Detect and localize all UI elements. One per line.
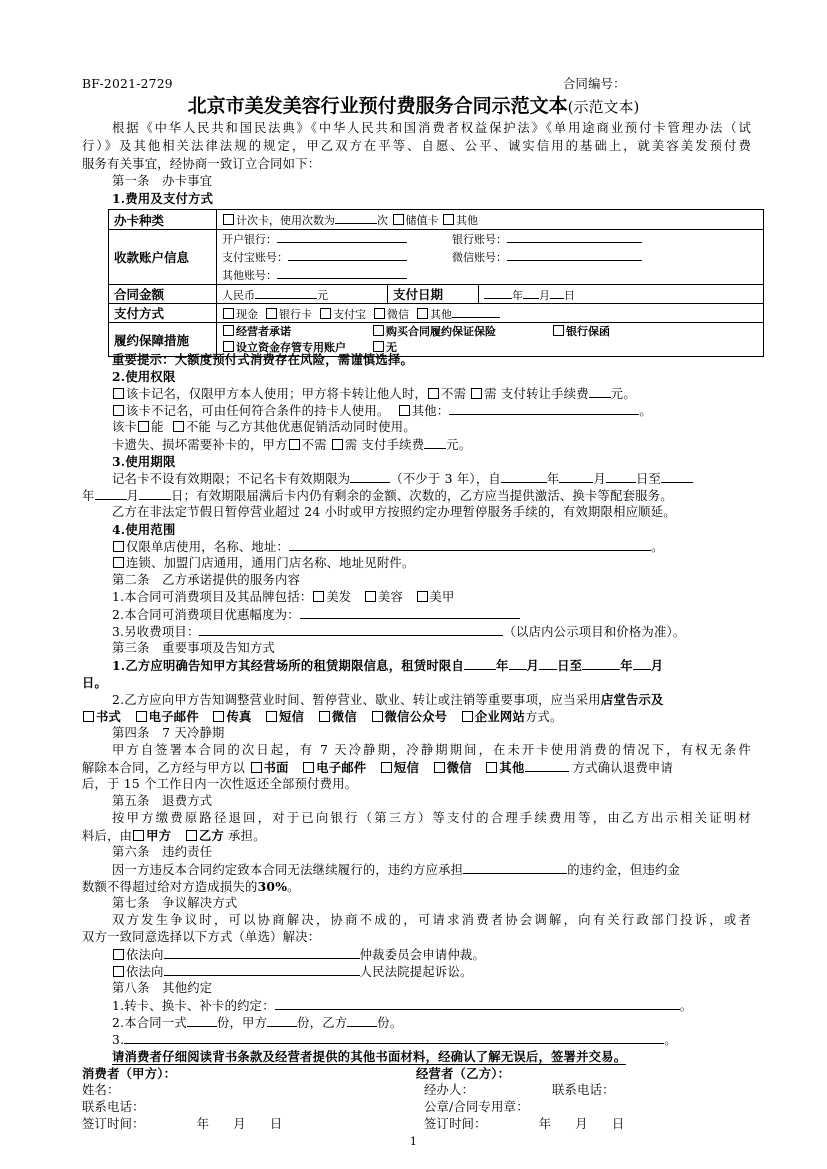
s3-line-3: 乙方在非法定节假日暂停营业超过 24 小时或甲方按照约定办理暂停服务手续的，有效期限相应顺延。 [112,505,676,519]
written-checkbox[interactable] [83,711,94,722]
none-checkbox[interactable] [373,341,384,352]
can-combine-checkbox[interactable] [138,421,149,432]
discount-field[interactable] [300,606,520,619]
single-store-checkbox[interactable] [113,541,124,552]
other-account-field[interactable] [277,266,407,279]
website-checkbox[interactable] [462,711,473,722]
operator-promise-checkbox[interactable] [223,325,234,336]
consumer-sign-time: 签订时间： 年 月 日 [82,1117,283,1131]
art7-line-3: 依法向 仲裁委员会申请仲裁。 [112,946,751,964]
wechat-official-checkbox[interactable] [372,711,383,722]
s2-line-3: 该卡 能 不能 与乙方其他优惠促销活动同时使用。 [112,420,416,434]
art5-line-1: 按甲方缴费原路径退回，对于已向银行（第三方）等支付的合理手续费用等，由乙方出示相关证明材 [112,811,751,825]
bank-open-field[interactable] [277,230,407,243]
alipay-field[interactable] [288,248,407,261]
party-a-bears-checkbox[interactable] [133,830,144,841]
consumer-label: 消费者（甲方）： [82,1066,177,1081]
cash-checkbox[interactable] [223,308,234,319]
stored-value-checkbox[interactable] [393,214,404,225]
escrow-account-checkbox[interactable] [223,341,234,352]
article-1-heading: 第一条 办卡事宜 [112,174,213,188]
alipay-checkbox[interactable] [320,308,331,319]
card-transfer-field[interactable] [275,997,680,1010]
art3-line-3: 2.乙方应向甲方告知调整营业时间、暂停营业、歇业、转让或注销等重要事项，应当采用店堂告示及 [112,692,664,707]
art8-line-3: 3. 。 [112,1033,677,1047]
card-info-table [108,209,764,357]
art3-line-2: 日。 [82,675,108,690]
reissue-fee-checkbox[interactable] [332,439,343,450]
card-type-label: 办卡种类 [109,210,217,230]
account-info-fields: 开户银行： 银行账号： 支付宝账号： 微信账号： 其他账号： [217,230,764,285]
count-card-checkbox[interactable] [223,214,234,225]
reissue-no-fee-checkbox[interactable] [289,439,300,450]
wechat-pay-checkbox[interactable] [374,308,385,319]
amount-field[interactable]: 人民币 元 [217,285,388,304]
s4-line-2: 连锁、加盟门店通用，通用门店名称、地址见附件。 [112,555,751,572]
art4-line-2: 解除本合同，乙方经与甲方以 书面 电子邮件 短信 微信 其他 方式确认退费申请 [82,760,674,775]
contract-no-label: 合同编号： [563,77,626,91]
s2-line-4: 卡遗失、损坏需要补卡的，甲方 不需 需 支付手续费 元。 [112,438,472,452]
page-title: 北京市美发美容行业预付费服务合同示范文本(示范文本) [187,95,640,117]
art8-line-2: 2.本合同一式 份，甲方 份，乙方 份。 [112,1016,403,1030]
risk-warning: 重要提示：大额度预付式消费存在风险，需谨慎选择。 [112,352,414,367]
s2-line-1: 该卡记名，仅限甲方本人使用；甲方将卡转让他人时， 不需 需 支付转让手续费 元。 [112,385,751,403]
cannot-combine-checkbox[interactable] [173,421,184,432]
art7-line-4: 依法向 人民法院提起诉讼。 [112,963,751,981]
article-2-heading: 第二条 乙方承诺提供的服务内容 [112,573,301,587]
refund-other-checkbox[interactable] [486,762,497,773]
pay-date-field[interactable]: 年 月 日 [479,285,764,304]
art6-line-2: 数额不得超过给对方造成损失的30%。 [82,879,300,894]
card-type-options: 计次卡，使用次数为 次 储值卡 其他 [217,210,764,230]
art7-line-2: 双方一致同意选择以下方式（单选）解决： [82,930,321,944]
article-3-heading: 第三条 重要事项及告知方式 [112,641,276,655]
art8-line-1: 1.转卡、换卡、补卡的约定： 。 [112,999,693,1013]
article-4-heading: 第四条 7 天冷静期 [112,726,225,740]
penalty-field[interactable] [463,861,567,874]
seal-label: 公章/合同专用章： [424,1100,529,1114]
hair-checkbox[interactable] [313,591,324,602]
refund-email-checkbox[interactable] [303,762,314,773]
s3-line-2: 年 月 日；有效期限届满后卡内仍有剩余的金额、次数的，乙方应当提供激活、换卡等配套服务。 [82,489,673,503]
beauty-checkbox[interactable] [365,591,376,602]
section-2-title: 2.使用权限 [112,369,176,384]
s2-other-checkbox[interactable] [399,405,410,416]
arbitration-field[interactable] [164,946,360,959]
consumer-name: 姓名： [82,1083,120,1097]
article-6-heading: 第六条 违约责任 [112,845,213,859]
sms-checkbox[interactable] [266,711,277,722]
article-7-heading: 第七条 争议解决方式 [112,896,238,910]
operator-phone: 联系电话： [552,1083,615,1097]
other-agreement-field[interactable] [124,1031,664,1044]
chain-store-checkbox[interactable] [113,557,124,568]
no-fee-checkbox[interactable] [428,388,439,399]
consumer-phone: 联系电话： [82,1100,145,1114]
pay-date-label: 支付日期 [388,285,479,304]
art3-line-1: 1.乙方应明确告知甲方其经营场所的租赁期限信息，租赁时限自 年 月 日至 年 月 [112,658,664,673]
art4-line-1: 甲方自签署本合同的次日起，有 7 天冷静期，冷静期期间，在未开卡使用消费的情况下，有权无条件 [112,743,751,757]
fee-checkbox[interactable] [471,388,482,399]
agent-label: 经办人： [424,1083,475,1097]
section-3-title: 3.使用期限 [112,454,176,469]
bank-account-field[interactable] [507,230,642,243]
amount-label: 合同金额 [109,285,217,304]
named-card-checkbox[interactable] [113,388,124,399]
litigation-checkbox[interactable] [113,966,124,977]
operator-label: 经营者（乙方）： [416,1066,511,1081]
consumer-notice: 请消费者仔细阅读背书条款及经营者提供的其他书面材料，经确认了解无误后，签署并交易。 [112,1049,627,1064]
refund-wechat-checkbox[interactable] [434,762,445,773]
article-5-heading: 第五条 退费方式 [112,794,213,808]
refund-written-checkbox[interactable] [251,762,262,773]
s2-line-2: 该卡不记名，可由任何符合条件的持卡人使用。 其他： 。 [112,402,751,420]
art3-line-4: 书式 电子邮件 传真 短信 微信 微信公众号 企业网站方式。 [82,708,751,726]
art4-line-3: 后，于 15 个工作日内一次性返还全部预付费用。 [82,777,358,791]
refund-sms-checkbox[interactable] [381,762,392,773]
account-info-label: 收款账户信息 [109,230,217,285]
section-1-title: 1.费用及支付方式 [112,191,214,206]
art6-line-1: 因一方违反本合同约定致本合同无法继续履行的，违约方应承担 的违约金，但违约金 [112,863,681,877]
pay-method-options: 现金 银行卡 支付宝 微信 其他 [217,304,764,323]
bank-guarantee-checkbox[interactable] [553,325,564,336]
s3-line-1: 记名卡不设有效期限；不记名卡有效期限为 （不少于 3 年），自 年 月 日至 [112,470,751,488]
art5-line-2: 料后，由 甲方 乙方 承担。 [82,828,266,843]
nail-checkbox[interactable] [417,591,428,602]
art2-line-2: 2.本合同可消费项目优惠幅度为： [112,606,751,624]
guarantee-label: 履约保障措施 [109,323,217,357]
arbitration-checkbox[interactable] [113,949,124,960]
intro-line-2: 行）》及其他相关法律法规的规定，甲乙双方在平等、自愿、公平、诚实信用的基础上，就美容美发预付费 [82,139,751,153]
page-number: 1 [409,1135,418,1148]
other-card-checkbox[interactable] [443,214,454,225]
wechat-checkbox[interactable] [319,711,330,722]
document-code: BF-2021-2729 [82,77,173,91]
store-address-field[interactable] [289,538,651,551]
bearer-card-checkbox[interactable] [113,405,124,416]
intro-line-3: 服务有关事宜，经协商一致订立合同如下： [82,157,321,171]
extra-fee-field[interactable] [199,623,503,636]
art2-line-1: 1.本合同可消费项目及其品牌包括： 美发 美容 美甲 [112,590,455,604]
operator-sign-time: 签订时间： 年 月 日 [424,1117,625,1131]
insurance-checkbox[interactable] [373,325,384,336]
party-b-bears-checkbox[interactable] [186,830,197,841]
article-8-heading: 第八条 其他约定 [112,981,213,995]
s4-line-1: 仅限单店使用，名称、地址： 。 [112,538,751,556]
art2-line-3: 3.另收费项目： （以店内公示项目和价格为准）。 [112,625,686,639]
intro-line-1: 根据《中华人民共和国民法典》《中华人民共和国消费者权益保护法》《单用途商业预付卡管理办法（试 [112,121,751,135]
section-4-title: 4.使用范围 [112,522,176,537]
other-pay-checkbox[interactable] [417,308,428,319]
email-checkbox[interactable] [136,711,147,722]
art7-line-1: 双方发生争议时，可以协商解决，协商不成的，可请求消费者协会调解，向有关行政部门投诉，或者 [112,913,751,927]
fax-checkbox[interactable] [213,711,224,722]
bankcard-checkbox[interactable] [266,308,277,319]
court-field[interactable] [164,963,360,976]
pay-method-label: 支付方式 [109,304,217,323]
wechat-field[interactable] [507,248,642,261]
guarantee-options: 经营者承诺 购买合同履约保证保险 银行保函 设立资金存管专用账户 无 [217,323,764,357]
